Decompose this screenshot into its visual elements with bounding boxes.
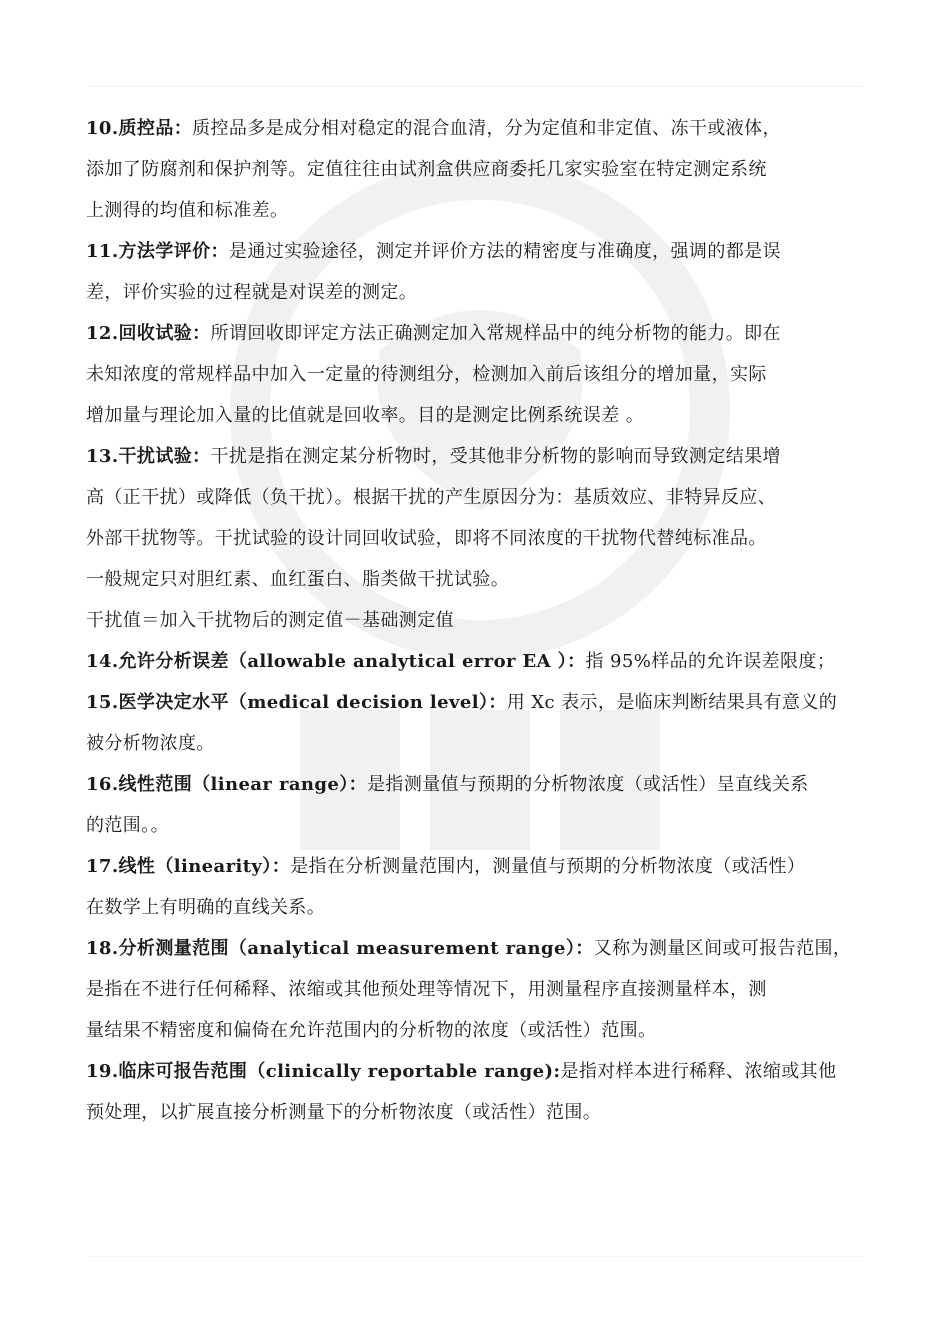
definition-entry: 10.质控品：质控品多是成分相对稳定的混合血清，分为定值和非定值、冻干或液体， 添加了防腐剂和保护剂等。定值往往由试剂盒供应商委托几家实验室在特定测定系统 上测得的均值和标准差。 xyxy=(86,118,781,221)
entry-term: 15.医学决定水平（medical decision level）： xyxy=(86,692,507,713)
footer-rule xyxy=(88,1256,862,1257)
definition-entry: 19.临床可报告范围（clinically reportable range):是指对样本进行稀释、浓缩或其他 预处理，以扩展直接分析测量下的分析物浓度（或活性）范围。 xyxy=(86,1061,837,1123)
entry-term: 14.允许分析误差（allowable analytical error EA ）： xyxy=(86,651,586,672)
definition-entry: 13.干扰试验：干扰是指在测定某分析物时，受其他非分析物的影响而导致测定结果增 高（正干扰）或降低（负干扰）。根据干扰的产生原因分为：基质效应、非特异反应、 外部干扰物等。干扰试验的设计同回收试验，即将不同浓度的干扰物代替纯标准品。 一般规定只对胆红素、血红蛋白、脂类做干扰试验。 干扰值＝加入干扰物后的测定值－基础测定值 xyxy=(86,446,781,631)
definition-entry: 11.方法学评价：是通过实验途径，测定并评价方法的精密度与准确度，强调的都是误 差，评价实验的过程就是对误差的测定。 xyxy=(86,241,781,303)
entry-term: 12.回收试验： xyxy=(86,323,211,344)
definition-entry: 15.医学决定水平（medical decision level）：用 Xc 表示，是临床判断结果具有意义的 被分析物浓度。 xyxy=(86,692,838,754)
entry-term: 11.方法学评价： xyxy=(86,241,229,262)
definition-entry: 14.允许分析误差（allowable analytical error EA ）：指 95%样品的允许误差限度； xyxy=(86,651,836,672)
entry-term: 18.分析测量范围（analytical measurement range）： xyxy=(86,938,594,959)
definition-entry: 18.分析测量范围（analytical measurement range）：又称为测量区间或可报告范围， 是指在不进行任何稀释、浓缩或其他预处理等情况下，用测量程序直接测量样本，测 量结果不精密度和偏倚在允许范围内的分析物的浓度（或活性）范围。 xyxy=(86,938,852,1041)
entry-term: 19.临床可报告范围（clinically reportable range): xyxy=(86,1061,561,1082)
definitions-list xyxy=(86,108,866,1133)
entry-term: 17.线性（linearity）： xyxy=(86,856,291,877)
entry-term: 13.干扰试验： xyxy=(86,446,211,467)
header-rule xyxy=(88,86,862,87)
entry-term: 10.质控品： xyxy=(86,118,193,139)
definition-entry: 16.线性范围（linear range）：是指测量值与预期的分析物浓度（或活性）呈直线关系 的范围。。 xyxy=(86,774,809,836)
definition-entry: 12.回收试验：所谓回收即评定方法正确测定加入常规样品中的纯分析物的能力。即在 未知浓度的常规样品中加入一定量的待测组分，检测加入前后该组分的增加量，实际 增加量与理论加入量的比值就是回收率。目的是测定比例系统误差 。 xyxy=(86,323,781,426)
entry-term: 16.线性范围（linear range）： xyxy=(86,774,368,795)
definition-entry: 17.线性（linearity）：是指在分析测量范围内，测量值与预期的分析物浓度（或活性） 在数学上有明确的直线关系。 xyxy=(86,856,806,918)
